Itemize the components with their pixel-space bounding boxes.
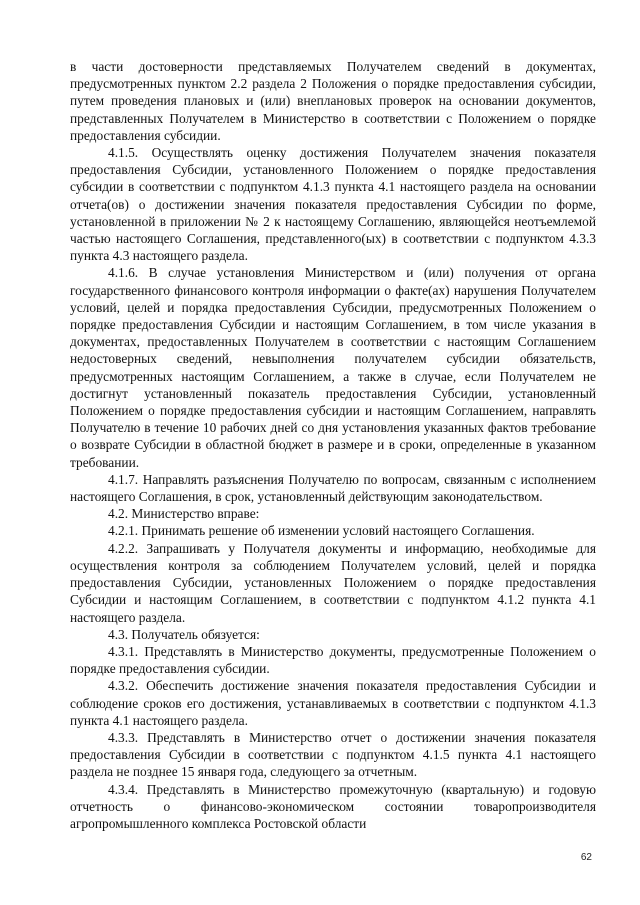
paragraph-4-3-4: 4.3.4. Представлять в Министерство промежуточную (квартальную) и годовую отчетность о финансово-экономическом состоянии товаропроизводителя агропромышленного комплекса Ростовской области — [70, 781, 596, 831]
page-number: 62 — [580, 852, 592, 863]
paragraph-continuation: в части достоверности представляемых Получателем сведений в документах, предусмотренных пунктом 2.2 раздела 2 Положения о порядке предоставления субсидии, путем проведения плановых и (или) внеплановых проверок на основании документов, представленных Получателем в Министерство в соответствии с Положением о порядке предоставления субсидии. — [70, 59, 596, 143]
paragraph-4-3: 4.3. Получатель обязуется: — [108, 626, 260, 642]
paragraph-4-1-6: 4.1.6. В случае установления Министерством и (или) получения от органа государственного финансового контроля информации о факте(ах) нарушения Получателем условий, целей и порядка предоставления Субсидии, предусмотренных Положением о порядке предоставления Субсидии и настоящим Соглашением, в том числе указания в документах, предоставленных Получателем в соответствии с настоящим Соглашением недостоверных сведений, невыполнения получателем субсидии обязательств, предусмотренных настоящим Соглашением, а также в случае, если Получателем не достигнут установленный показатель предоставления Субсидии, установленный Положением о порядке предоставления субсидии и настоящим Соглашением, направлять Получателю в течение 10 рабочих дней со дня установления указанных фактов требование о возврате Субсидии в областной бюджет в размере и в сроки, определенные в указанном требовании. — [70, 265, 596, 470]
document-page — [70, 58, 596, 832]
paragraph-4-2-1: 4.2.1. Принимать решение об изменении условий настоящего Соглашения. — [108, 523, 535, 539]
paragraph-4-1-5: 4.1.5. Осуществлять оценку достижения Получателем значения показателя предоставления Субсидии, установленного Положением о порядке предоставления субсидии в соответствии с подпунктом 4.1.3 пункта 4.1 настоящего раздела на основании отчета(ов) о достижении значения показателя предоставления Субсидии по форме, установленной в приложении № 2 к настоящему Соглашению, являющейся неотъемлемой частью настоящего Соглашения, представленного(ых) в соответствии с подпунктом 4.3.3 пункта 4.3 настоящего раздела. — [70, 145, 596, 264]
paragraph-4-3-2: 4.3.2. Обеспечить достижение значения показателя предоставления Субсидии и соблюдение сроков его достижения, устанавливаемых в соответствии с подпунктом 4.1.3 пункта 4.1 настоящего раздела. — [70, 678, 596, 728]
paragraph-4-2: 4.2. Министерство вправе: — [108, 506, 260, 522]
paragraph-4-3-3: 4.3.3. Представлять в Министерство отчет о достижении значения показателя предоставления Субсидии в соответствии с подпунктом 4.1.5 пункта 4.1 настоящего раздела не позднее 15 января года, следующего за отчетным. — [70, 729, 596, 780]
paragraph-4-1-7: 4.1.7. Направлять разъяснения Получателю по вопросам, связанным с исполнением настоящего Соглашения, в срок, установленный действующим законодательством. — [70, 471, 596, 505]
paragraph-4-3-1: 4.3.1. Представлять в Министерство документы, предусмотренные Положением о порядке предоставления субсидии. — [70, 643, 596, 677]
paragraph-4-2-2: 4.2.2. Запрашивать у Получателя документы и информацию, необходимые для осуществления контроля за соблюдением Получателем условий, целей и порядка предоставления Субсидии, установленных Положением о порядке предоставления Субсидии и настоящим Соглашением, в соответствии с подпунктом 4.1.2 пункта 4.1 настоящего раздела. — [70, 540, 596, 625]
